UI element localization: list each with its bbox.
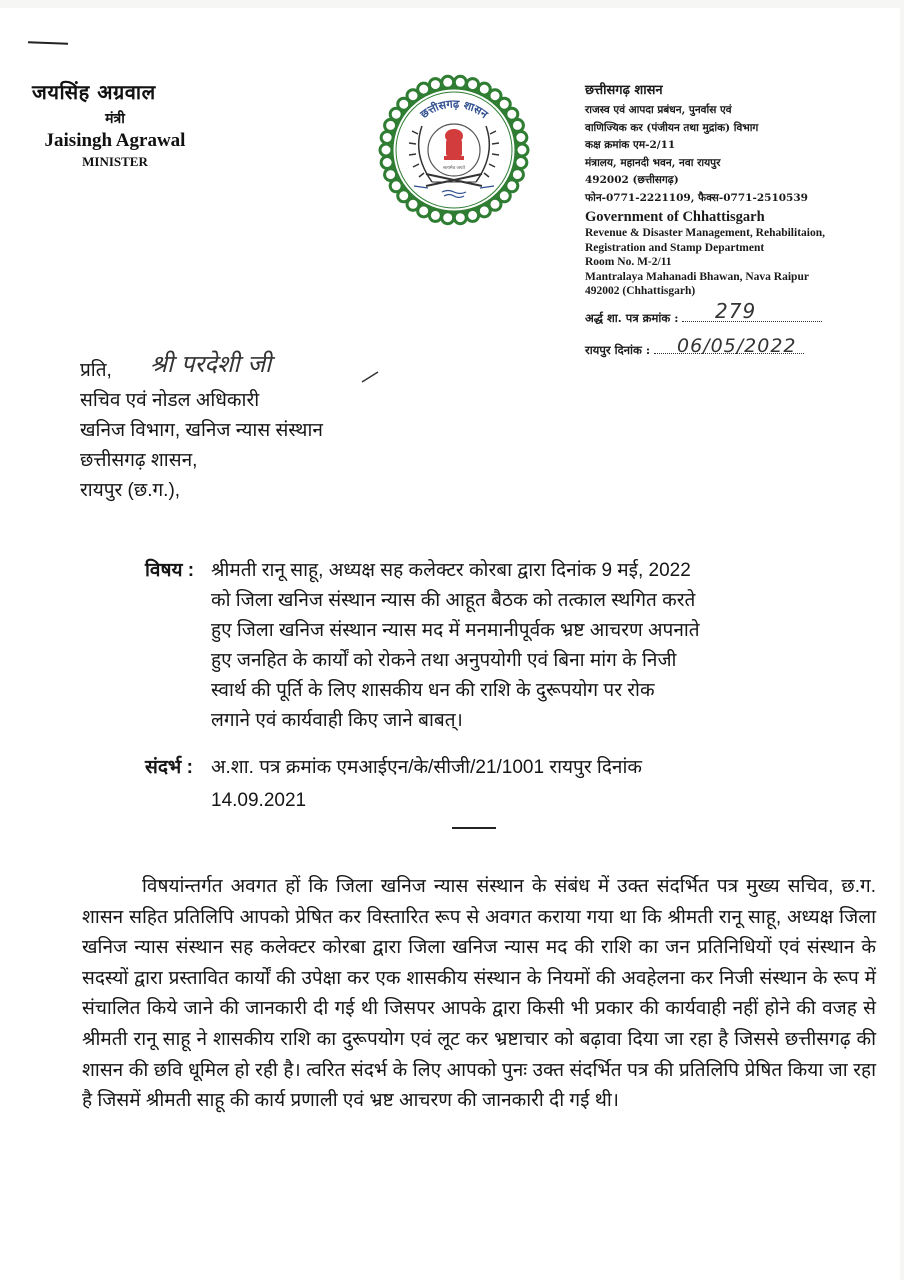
seal-scallop: [516, 144, 528, 156]
department-address: [585, 80, 904, 363]
minister-title-english: MINISTER: [82, 154, 148, 169]
address-english-line: Mantralaya Mahanadi Bhawan, Nava Raipur: [585, 270, 809, 283]
letter-page: [0, 8, 900, 1280]
address-hindi-line: राजस्व एवं आपदा प्रबंधन, पुनर्वास एवं: [585, 104, 732, 116]
subject-line: हुए जनहित के कार्यों को रोकने तथा अनुपयोगी एवं बिना मांग के निजी: [211, 650, 677, 671]
letter-date-row: [585, 334, 904, 363]
minister-name-hindi: जयसिंह अग्रवाल: [32, 80, 156, 104]
letter-date-value: 06/05/2022: [677, 334, 797, 357]
seal-motto: सत्यमेव जयते: [442, 166, 466, 171]
seal-scallop: [442, 212, 454, 224]
section-divider: [452, 827, 496, 829]
minister-name-english: Jaisingh Agrawal: [44, 130, 186, 151]
subject-line: लगाने एवं कार्यवाही किए जाने बाबत्।: [211, 710, 463, 731]
minister-title-hindi: मंत्री: [105, 111, 125, 127]
reference-line: अ.शा. पत्र क्रमांक एमआईएन/के/सीजी/21/1001 रायपुर दिनांक: [211, 757, 642, 778]
address-english-line: Registration and Stamp Department: [585, 241, 765, 254]
address-hindi-line: 492002 (छत्तीसगढ़): [585, 174, 679, 186]
top-dash-mark: [28, 41, 68, 44]
subject-line: को जिला खनिज संस्थान न्यास की आहूत बैठक को तत्काल स्थगित करते: [211, 590, 696, 611]
recipient-handwritten-name: श्री परदेशी जी: [150, 350, 272, 378]
address-english-line: Revenue & Disaster Management, Rehabilitaion,: [585, 227, 825, 239]
address-hindi-line: फोन-0771-2221109, फैक्स-0771-2510539: [585, 191, 808, 204]
letter-date-label: रायपुर दिनांक :: [585, 342, 651, 357]
address-hindi-line: वाणिज्यिक कर (पंजीयन तथा मुद्रांक) विभाग: [585, 121, 759, 134]
letter-body: [82, 872, 876, 1117]
seal-scallop: [454, 76, 466, 88]
seal-text: छत्तीसगढ़ शासन: [417, 97, 491, 122]
handwritten-name-icon: [142, 342, 382, 394]
seal-scallop: [442, 76, 454, 88]
reference-block: [145, 751, 865, 817]
recipient-line: रायपुर (छ.ग.),: [80, 480, 181, 501]
address-hindi-line: मंत्रालय, महानदी भवन, नवा रायपुर: [585, 156, 721, 169]
address-hindi-line: कक्ष क्रमांक एम-2/11: [585, 139, 676, 151]
letter-number-value: 279: [715, 298, 757, 323]
subject-line: श्रीमती रानू साहू, अध्यक्ष सह कलेक्टर कोरबा द्वारा दिनांक 9 मई, 2022: [211, 560, 691, 581]
reference-label: संदर्भ :: [145, 757, 193, 778]
subject-line: स्वार्थ की पूर्ति के लिए शासकीय धन की राशि के दुरूपयोग पर रोक: [211, 680, 655, 701]
subject-line: हुए जिला खनिज संस्थान न्यास मद में मनमानीपूर्वक भ्रष्ट आचरण अपनाते: [211, 620, 700, 641]
address-english-heading: Government of Chhattisgarh: [585, 209, 765, 225]
government-seal: [374, 74, 534, 226]
recipient-line: सचिव एवं नोडल अधिकारी: [80, 390, 260, 411]
reference-date: 14.09.2021: [211, 790, 307, 811]
recipient-block: [80, 350, 323, 506]
subject-block: [145, 556, 865, 736]
ashoka-emblem-icon: [444, 129, 464, 160]
body-paragraph: विषयांन्तर्गत अवगत हों कि जिला खनिज न्यास संस्थान के संबंध में उक्त संदर्भित पत्र मुख्य सचिव, छ.ग. शासन सहित प्रतिलिपि आपको प्रेषित कर विस्तारित रूप से अवगत कराया गया था कि श्रीमती रानू साहू, अध्यक्ष जिला खनिज न्यास संस्थान सह कलेक्टर कोरबा द्वारा जिला खनिज न्यास मद की राशि का जन प्रतिनिधियों एवं संस्थान के सदस्यों द्वारा प्रस्तावित कार्यों की उपेक्षा कर एक शासकीय संस्थान के नियमों की अवहेलना कर निजी संस्थान के रूप में संचालित किये जाने की जानकारी दी गई थी जिसपर आपके द्वारा किसी भी प्रकार की कार्यवाही नहीं होने की वजह से श्रीमती रानू साहू ने शासकीय राशि का दुरूपयोग एवं लूट कर भ्रष्टाचार को बढ़ावा दिया जा रहा है जिससे छत्तीसगढ़ की शासन की छवि धूमिल हो रही है। त्वरित संदर्भ के लिए आपको पुनः उक्त संदर्भित पत्र की प्रतिलिपि प्रेषित किया जा रहा है जिसमें श्रीमती साहू की कार्य प्रणाली एवं भ्रष्ट आचरण की जानकारी दी गई थी।: [82, 876, 876, 1112]
letter-number-row: [585, 298, 904, 331]
recipient-line: छत्तीसगढ़ शासन,: [80, 450, 198, 471]
address-hindi-heading: छत्तीसगढ़ शासन: [585, 83, 663, 98]
recipient-prefix-row: [80, 350, 323, 386]
minister-block: [30, 78, 200, 170]
recipient-line: खनिज विभाग, खनिज न्यास संस्थान: [80, 420, 323, 441]
seal-scallop: [454, 212, 466, 224]
address-english-line: Room No. M-2/11: [585, 256, 672, 268]
address-english-line: 492002 (Chhattisgarh): [585, 285, 696, 297]
letter-number-label: अर्द्ध शा. पत्र क्रमांक :: [585, 310, 679, 325]
seal-emblem-icon: [374, 74, 534, 226]
recipient-prefix: प्रति,: [80, 360, 112, 381]
subject-label: विषय :: [145, 560, 195, 581]
seal-scallop: [380, 144, 392, 156]
